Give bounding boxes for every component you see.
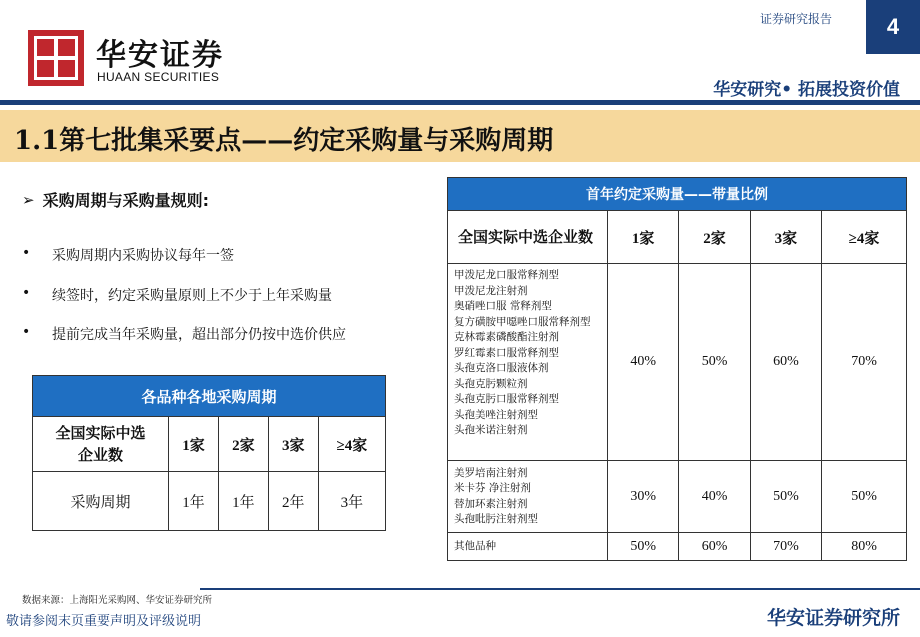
ratio-value-cell: 60%	[679, 533, 750, 561]
cycle-header-cell: 2家	[218, 417, 268, 472]
report-type: 证券研究报告	[760, 12, 833, 26]
footer-divider	[200, 588, 920, 590]
ratio-value-cell: 50%	[822, 461, 907, 533]
cycle-value-cell: 1年	[218, 472, 268, 531]
bullet-icon: •	[22, 285, 31, 301]
cycle-header-cell: ≥4家	[318, 417, 385, 472]
cycle-header-label: 全国实际中选企业数	[33, 417, 169, 472]
drug-name: 克林霉素磷酸酯注射剂	[454, 331, 559, 343]
ratio-value-cell: 60%	[750, 264, 821, 461]
cycle-value-cell: 1年	[169, 472, 219, 531]
drug-name: 奥硝唑口服 常释剂型	[454, 300, 552, 312]
drug-list-cell	[448, 461, 608, 533]
ratio-header-cell: 1家	[608, 211, 679, 264]
company-logo	[28, 30, 84, 86]
slide-title: 1.1第七批集采要点——约定采购量与采购周期	[14, 126, 554, 156]
drug-name: 头孢克肟口服常释剂型	[454, 393, 559, 405]
drug-list-cell	[448, 533, 608, 561]
cycle-row-label: 采购周期	[33, 472, 169, 531]
ratio-value-cell: 40%	[608, 264, 679, 461]
data-source: 数据来源：上海阳光采购网、华安证券研究所	[22, 595, 213, 606]
procurement-cycle-table	[32, 375, 386, 531]
page-number: 4	[866, 0, 920, 54]
drug-name: 头孢吡肟注射剂型	[454, 513, 538, 525]
ratio-value-cell: 70%	[750, 533, 821, 561]
ratio-header-cell: 3家	[750, 211, 821, 264]
ratio-header-cell: ≥4家	[822, 211, 907, 264]
bullet-icon: •	[22, 245, 31, 261]
drug-name: 甲泼尼龙口服常释剂型	[454, 269, 559, 281]
rule-item	[22, 285, 332, 305]
drug-name: 头孢克肟颗粒剂	[454, 377, 528, 390]
ratio-value-cell: 50%	[608, 533, 679, 561]
rule-item-text: 采购周期内采购协议每年一签	[52, 248, 234, 264]
brand-name-en: HUAAN SECURITIES	[97, 70, 220, 84]
cycle-value-cell: 2年	[268, 472, 318, 531]
rules-heading-text: 采购周期与采购量规则:	[42, 191, 209, 210]
drug-name: 甲泼尼龙注射剂	[454, 284, 528, 297]
drug-name: 替加环素注射剂	[454, 497, 528, 510]
drug-name: 米卡芬 净注射剂	[454, 482, 531, 494]
ratio-header-label: 全国实际中选企业数	[448, 211, 608, 264]
drug-list-cell	[448, 264, 608, 461]
drug-name: 复方磺胺甲噁唑口服常释剂型	[454, 315, 591, 328]
ratio-value-cell: 50%	[679, 264, 750, 461]
ratio-value-cell: 30%	[608, 461, 679, 533]
rule-item-text: 提前完成当年采购量，超出部分仍按中选价供应	[52, 327, 346, 343]
bullet-icon: •	[22, 324, 31, 340]
brand-name-cn: 华安证券	[96, 38, 224, 73]
rule-item-text: 续签时，约定采购量原则上不少于上年采购量	[52, 288, 332, 304]
cycle-header-cell: 1家	[169, 417, 219, 472]
ratio-table-title: 首年约定采购量——带量比例	[448, 178, 907, 211]
institute-name: 华安证券研究所	[766, 607, 900, 629]
disclaimer-link: 敬请参阅末页重要声明及评级说明	[6, 614, 202, 629]
drug-name: 头孢美唑注射剂型	[454, 408, 538, 421]
ratio-value-cell: 80%	[822, 533, 907, 561]
ratio-value-cell: 40%	[679, 461, 750, 533]
rules-heading	[22, 188, 209, 211]
ratio-value-cell: 50%	[750, 461, 821, 533]
drug-name: 美罗培南注射剂	[454, 466, 528, 479]
cycle-value-cell: 3年	[318, 472, 385, 531]
arrow-bullet-icon: ➢	[22, 190, 35, 209]
rule-item	[22, 245, 234, 265]
cycle-table-title: 各品种各地采购周期	[33, 376, 386, 417]
ratio-value-cell: 70%	[822, 264, 907, 461]
drug-name: 其他品种	[454, 539, 496, 552]
header-divider	[0, 100, 920, 105]
drug-name: 罗红霉素口服常释剂型	[454, 346, 559, 359]
volume-ratio-table	[447, 177, 907, 561]
ratio-header-cell: 2家	[679, 211, 750, 264]
drug-name: 头孢米诺注射剂	[454, 424, 528, 436]
slogan: 华安研究• 拓展投资价值	[713, 80, 900, 100]
drug-name: 头孢克洛口服液体剂	[454, 362, 549, 374]
rule-item	[22, 324, 346, 344]
cycle-header-cell: 3家	[268, 417, 318, 472]
